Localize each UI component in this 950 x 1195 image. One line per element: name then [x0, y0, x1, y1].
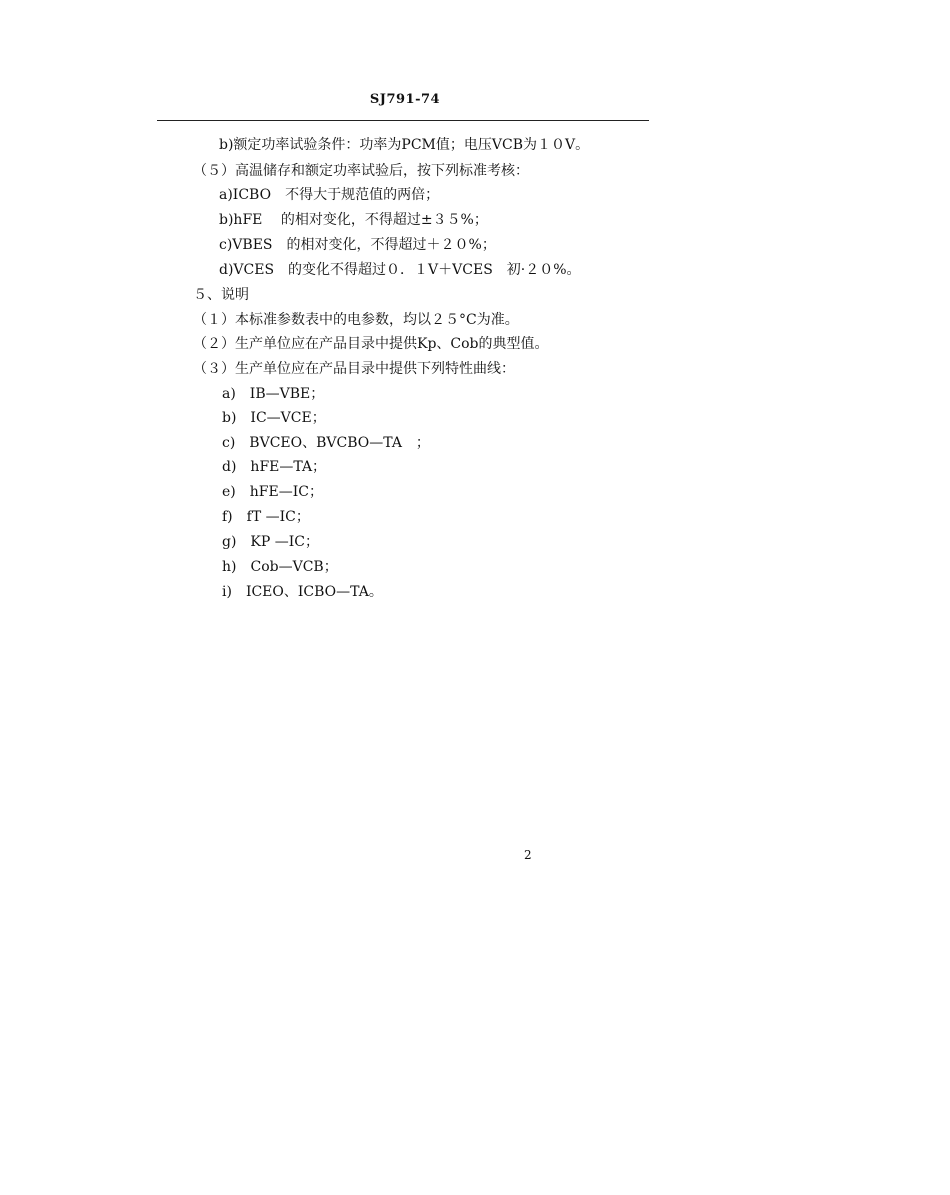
- list-item: h) Cob—VCB；: [222, 559, 338, 575]
- list-item: a) IB—VBE；: [222, 386, 325, 402]
- list-item: e) hFE—IC；: [222, 484, 323, 500]
- header-rule: [157, 120, 649, 121]
- doc-line: （２）生产单位应在产品目录中提供Kp、Cob的典型值。: [193, 336, 549, 352]
- list-item: d) hFE—TA；: [222, 459, 327, 475]
- list-item: f) fT —IC；: [222, 509, 310, 525]
- page-header: SJ791-74: [369, 92, 441, 107]
- page-number: 2: [524, 848, 532, 862]
- doc-line: （１）本标准参数表中的电参数，均以２５°C为准。: [193, 312, 519, 328]
- doc-line: c)VBES 的相对变化，不得超过＋２０%；: [219, 237, 496, 253]
- list-item: g) KP —IC；: [222, 534, 319, 550]
- doc-line: b)额定功率试验条件：功率为PCM值；电压VCB为１０V。: [219, 137, 590, 153]
- doc-line: a)ICBO 不得大于规范值的两倍；: [219, 187, 440, 203]
- list-item: c) BVCEO、BVCBO—TA ；: [222, 435, 430, 451]
- section-heading: ５、说明: [193, 287, 249, 303]
- doc-line: （３）生产单位应在产品目录中提供下列特性曲线：: [193, 361, 515, 377]
- doc-line: d)VCES 的变化不得超过０．１V＋VCES 初·２０%。: [219, 262, 581, 278]
- list-item: b) IC—VCE；: [222, 410, 326, 426]
- doc-line: b)hFE 的相对变化，不得超过±３５%；: [219, 212, 488, 228]
- list-item: i) ICEO、ICBO—TA。: [222, 584, 383, 600]
- doc-line: （５）高温储存和额定功率试验后，按下列标准考核：: [193, 163, 529, 179]
